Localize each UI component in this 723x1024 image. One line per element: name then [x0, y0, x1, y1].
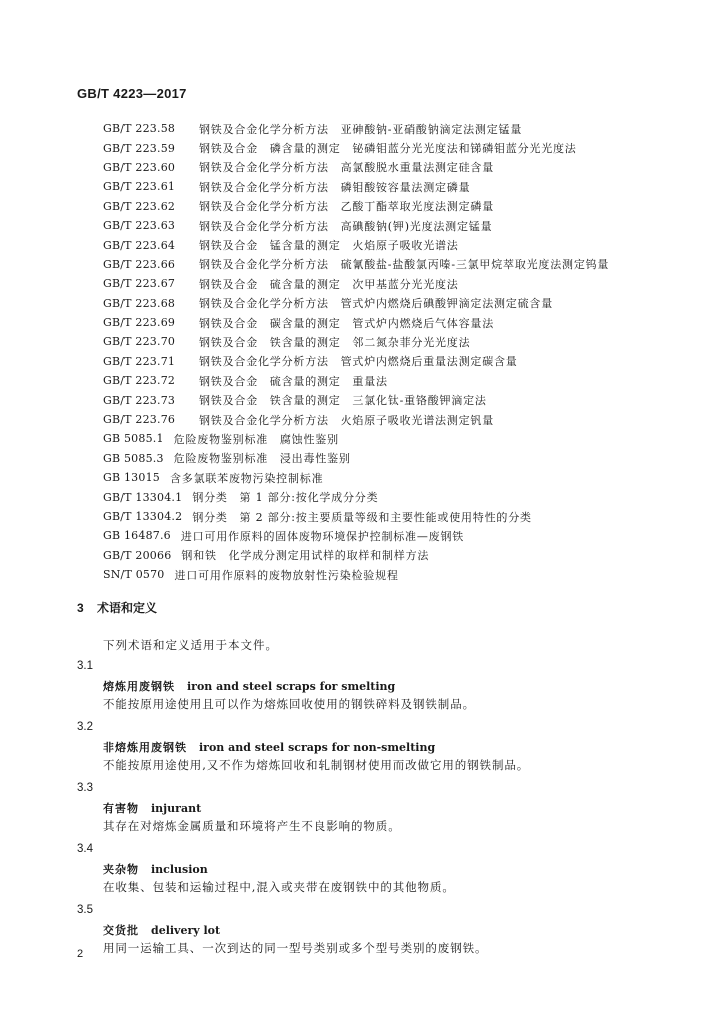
term-definition: 其存在对熔炼金属质量和环境将产生不良影响的物质。: [103, 819, 401, 833]
term-chinese: 交货批: [103, 924, 139, 937]
reference-item: [103, 410, 643, 429]
reference-title: 危险废物鉴别标准 腐蚀性鉴别: [173, 432, 339, 446]
reference-title: 钢铁及合金 铁含量的测定 邻二氮杂菲分光光度法: [199, 335, 471, 349]
reference-item: [103, 332, 643, 351]
term-english: iron and steel scraps for non-smelting: [199, 741, 436, 754]
reference-code: GB 5085.1: [103, 432, 164, 446]
term-name: [103, 861, 208, 877]
term-english: delivery lot: [151, 924, 221, 937]
reference-title: 钢铁及合金化学分析方法 管式炉内燃烧后碘酸钾滴定法测定硫含量: [199, 297, 553, 311]
reference-item: [103, 487, 643, 506]
reference-code: GB/T 223.58: [103, 122, 176, 136]
reference-item: [103, 449, 643, 468]
term-chinese: 非熔炼用废钢铁: [103, 741, 187, 754]
reference-title: 钢铁及合金 硫含量的测定 次甲基蓝分光光度法: [199, 277, 459, 291]
reference-item: [103, 138, 643, 157]
term-number: 3.4: [77, 843, 93, 855]
reference-code: GB/T 223.62: [103, 199, 176, 213]
reference-item: [103, 177, 643, 196]
normative-references-list: [103, 119, 643, 584]
reference-item: [103, 565, 643, 584]
reference-item: [103, 429, 643, 448]
reference-item: [103, 119, 643, 138]
reference-title: 钢铁及合金 铁含量的测定 三氯化钛-重铬酸钾滴定法: [199, 394, 487, 408]
reference-title: 进口可用作原料的固体废物环境保护控制标准—废钢铁: [180, 529, 465, 543]
reference-code: GB/T 223.59: [103, 141, 176, 155]
reference-title: 进口可用作原料的废物放射性污染检验规程: [174, 568, 399, 582]
term-chinese: 夹杂物: [103, 863, 139, 876]
reference-code: GB/T 13304.1: [103, 490, 183, 504]
reference-code: GB/T 223.70: [103, 335, 176, 349]
reference-code: GB/T 20066: [103, 548, 172, 562]
reference-title: 钢铁及合金 碳含量的测定 管式炉内燃烧后气体容量法: [199, 316, 494, 330]
reference-code: GB/T 223.69: [103, 316, 176, 330]
reference-item: [103, 158, 643, 177]
term-definition: 用同一运输工具、一次到达的同一型号类别或多个型号类别的废钢铁。: [103, 941, 488, 955]
reference-title: 钢铁及合金化学分析方法 高氯酸脱水重量法测定硅含量: [199, 161, 494, 175]
reference-code: GB/T 223.73: [103, 393, 176, 407]
reference-item: [103, 507, 643, 526]
term-english: injurant: [151, 802, 202, 815]
term-number: 3.1: [77, 660, 93, 672]
reference-title: 钢铁及合金化学分析方法 高碘酸钠(钾)光度法测定锰量: [199, 219, 493, 233]
reference-item: [103, 526, 643, 545]
reference-code: SN/T 0570: [103, 568, 165, 582]
term-definition: 在收集、包装和运输过程中,混入或夹带在废钢铁中的其他物质。: [103, 880, 455, 894]
reference-item: [103, 390, 643, 409]
section-heading: [77, 599, 157, 616]
reference-title: 钢铁及合金 磷含量的测定 铋磷钼蓝分光光度法和锑磷钼蓝分光光度法: [199, 142, 577, 156]
reference-title: 钢铁及合金化学分析方法 乙酸丁酯萃取光度法测定磷量: [199, 200, 494, 214]
reference-title: 钢分类 第 2 部分:按主要质量等级和主要性能或使用特性的分类: [192, 510, 532, 524]
term-chinese: 有害物: [103, 802, 139, 815]
reference-item: [103, 197, 643, 216]
reference-item: [103, 468, 643, 487]
reference-title: 钢铁及合金化学分析方法 火焰原子吸收光谱法测定钒量: [199, 413, 494, 427]
reference-code: GB/T 223.61: [103, 180, 176, 194]
term-name: [103, 800, 201, 816]
page-number: 2: [77, 948, 84, 960]
reference-item: [103, 352, 643, 371]
reference-item: [103, 313, 643, 332]
term-number: 3.3: [77, 782, 93, 794]
reference-title: 危险废物鉴别标准 浸出毒性鉴别: [173, 452, 351, 466]
reference-code: GB/T 223.76: [103, 413, 176, 427]
reference-item: [103, 274, 643, 293]
reference-code: GB 5085.3: [103, 451, 164, 465]
term-definition: 不能按原用途使用,又不作为熔炼回收和轧制钢材使用而改做它用的钢铁制品。: [103, 758, 530, 772]
reference-code: GB/T 13304.2: [103, 510, 183, 523]
reference-item: [103, 294, 643, 313]
reference-code: GB/T 223.60: [103, 160, 176, 174]
reference-title: 钢分类 第 1 部分:按化学成分分类: [192, 491, 379, 505]
reference-item: [103, 235, 643, 254]
section-number: 3: [77, 601, 84, 615]
reference-title: 钢和铁 化学成分测定用试样的取样和制样方法: [181, 549, 430, 563]
reference-title: 钢铁及合金化学分析方法 磷钼酸铵容量法测定磷量: [199, 180, 471, 194]
reference-item: [103, 216, 643, 235]
reference-title: 钢铁及合金化学分析方法 管式炉内燃烧后重量法测定碳含量: [199, 355, 518, 369]
reference-item: [103, 255, 643, 274]
reference-code: GB 16487.6: [103, 529, 171, 543]
reference-title: 钢铁及合金 锰含量的测定 火焰原子吸收光谱法: [199, 239, 459, 253]
term-name: [103, 678, 395, 694]
reference-code: GB/T 223.64: [103, 238, 176, 252]
reference-code: GB/T 223.67: [103, 277, 176, 291]
reference-title: 钢铁及合金化学分析方法 硫氰酸盐-盐酸氯丙嗪-三氯甲烷萃取光度法测定钨量: [199, 258, 610, 272]
term-chinese: 熔炼用废钢铁: [103, 680, 175, 693]
reference-code: GB/T 223.68: [103, 296, 176, 310]
reference-code: GB/T 223.72: [103, 374, 176, 388]
term-name: [103, 922, 220, 938]
term-definition: 不能按原用途使用且可以作为熔炼回收使用的钢铁碎料及钢铁制品。: [103, 697, 475, 711]
reference-title: 钢铁及合金 硫含量的测定 重量法: [199, 374, 388, 388]
reference-title: 含多氯联苯废物污染控制标准: [169, 471, 324, 485]
section-title: 术语和定义: [97, 601, 158, 615]
reference-code: GB/T 223.71: [103, 354, 176, 368]
term-name: [103, 739, 435, 755]
section-intro: 下列术语和定义适用于本文件。: [103, 638, 278, 652]
reference-code: GB/T 223.66: [103, 257, 176, 271]
term-english: iron and steel scraps for smelting: [187, 680, 396, 693]
reference-code: GB 13015: [103, 471, 160, 485]
reference-item: [103, 546, 643, 565]
reference-title: 钢铁及合金化学分析方法 亚砷酸钠-亚硝酸钠滴定法测定锰量: [199, 122, 523, 136]
standard-header: GB/T 4223—2017: [77, 86, 187, 101]
reference-code: GB/T 223.63: [103, 219, 176, 233]
term-number: 3.2: [77, 721, 93, 733]
term-number: 3.5: [77, 904, 93, 916]
reference-item: [103, 371, 643, 390]
term-english: inclusion: [151, 863, 208, 876]
